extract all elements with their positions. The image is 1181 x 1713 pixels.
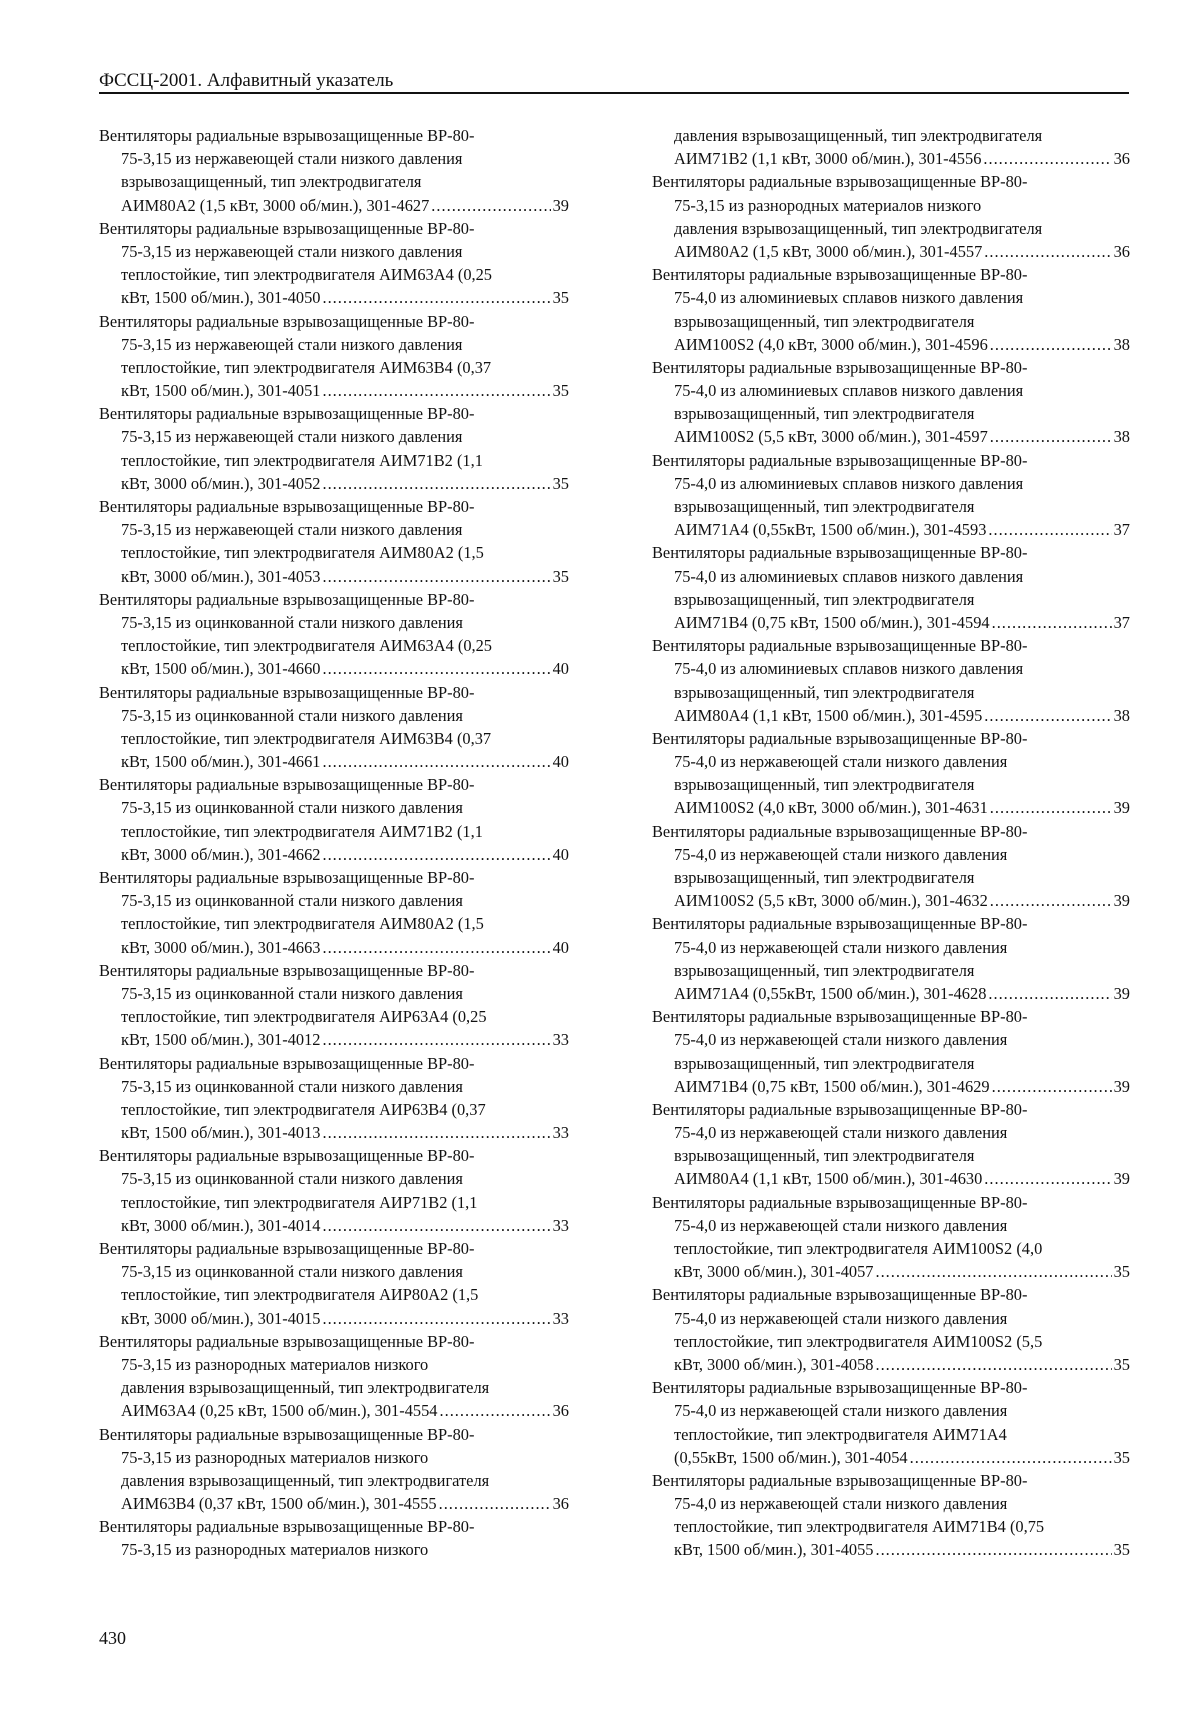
- index-entry: [652, 1469, 1130, 1562]
- index-entry-line: 75-3,15 из разнородных материалов низкого: [121, 1447, 429, 1467]
- index-entry-last-line: [99, 565, 569, 588]
- index-entry-page-ref: 40: [552, 844, 569, 864]
- index-entry-line: (0,55кВт, 1500 об/мин.), 301-4054: [674, 1447, 908, 1467]
- index-entry-line: АИМ80А2 (1,5 кВт, 3000 об/мин.), 301-4627: [121, 195, 430, 215]
- dot-leader: [983, 147, 1111, 170]
- index-entry-line: 75-4,0 из нержавеющей стали низкого давления: [674, 1494, 1008, 1514]
- index-entry-line: кВт, 3000 об/мин.), 301-4058: [674, 1354, 874, 1374]
- index-entry-last-line: [99, 286, 569, 309]
- index-entry: [99, 588, 569, 681]
- index-entry-line: 75-3,15 из оцинкованной стали низкого давления: [121, 891, 463, 911]
- index-entry-last-line: [99, 379, 569, 402]
- index-entry-last-line: [652, 333, 1130, 356]
- index-entry-line: 75-4,0 из алюминиевых сплавов низкого давления: [674, 566, 1024, 586]
- index-entry-line: Вентиляторы радиальные взрывозащищенные ВР-80-: [99, 1517, 475, 1537]
- dot-leader: [875, 1260, 1111, 1283]
- index-entry: [652, 634, 1130, 727]
- index-entry-line: Вентиляторы радиальные взрывозащищенные ВР-80-: [99, 404, 475, 424]
- index-entry-last-line: [99, 1214, 569, 1237]
- index-entry-line: Вентиляторы радиальные взрывозащищенные ВР-80-: [652, 1007, 1028, 1027]
- index-entry: [99, 1144, 569, 1237]
- index-entry: [99, 124, 569, 217]
- index-entry-last-line: [652, 147, 1130, 170]
- index-column-left: [99, 124, 569, 1562]
- index-entry: [99, 1052, 569, 1145]
- index-entry-line: Вентиляторы радиальные взрывозащищенные ВР-80-: [652, 357, 1028, 377]
- index-entry-line: взрывозащищенный, тип электродвигателя: [674, 404, 975, 424]
- index-entry-page-ref: 40: [552, 937, 569, 957]
- index-entry-page-ref: 35: [552, 473, 569, 493]
- index-entry-line: взрывозащищенный, тип электродвигателя: [674, 589, 975, 609]
- index-entry: [99, 1330, 569, 1423]
- index-entry-last-line: [99, 194, 569, 217]
- index-entry-line: теплостойкие, тип электродвигателя АИР71В2 (1,1: [121, 1192, 478, 1212]
- index-entry-page-ref: 38: [1113, 334, 1130, 354]
- index-entry-line: теплостойкие, тип электродвигателя АИМ63А4 (0,25: [121, 636, 492, 656]
- index-entry-line: АИМ100S2 (5,5 кВт, 3000 об/мин.), 301-4632: [674, 891, 988, 911]
- index-entry-page-ref: 35: [552, 566, 569, 586]
- index-entry-line: давления взрывозащищенный, тип электродвигателя: [674, 126, 1043, 145]
- index-entry-line: теплостойкие, тип электродвигателя АИМ100S2 (5,5: [674, 1331, 1043, 1351]
- index-entry-line: кВт, 1500 об/мин.), 301-4661: [121, 752, 321, 772]
- index-entry-line: 75-4,0 из нержавеющей стали низкого давления: [674, 937, 1008, 957]
- index-entry-line: АИМ100S2 (4,0 кВт, 3000 об/мин.), 301-4596: [674, 334, 988, 354]
- index-entry: [652, 356, 1130, 449]
- index-entry: [652, 727, 1130, 820]
- index-entry-line: Вентиляторы радиальные взрывозащищенные ВР-80-: [99, 1053, 475, 1073]
- index-entry-line: Вентиляторы радиальные взрывозащищенные ВР-80-: [652, 1099, 1028, 1119]
- index-entry-line: АИМ71А4 (0,55кВт, 1500 об/мин.), 301-4628: [674, 983, 987, 1003]
- index-entry-line: теплостойкие, тип электродвигателя АИР80А2 (1,5: [121, 1285, 479, 1305]
- index-entry-line: давления взрывозащищенный, тип электродвигателя: [121, 1378, 490, 1398]
- index-entry-last-line: [652, 982, 1130, 1005]
- index-entry-line: 75-4,0 из алюминиевых сплавов низкого давления: [674, 288, 1024, 308]
- index-entry-line: 75-3,15 из разнородных материалов низкого: [674, 195, 982, 215]
- index-entry-line: 75-3,15 из оцинкованной стали низкого давления: [121, 705, 463, 725]
- dot-leader: [322, 1121, 550, 1144]
- index-entry-line: Вентиляторы радиальные взрывозащищенные ВР-80-: [99, 589, 475, 609]
- index-entry-line: АИМ71В2 (1,1 кВт, 3000 об/мин.), 301-4556: [674, 149, 982, 169]
- index-entry-line: 75-4,0 из нержавеющей стали низкого давления: [674, 1215, 1008, 1235]
- index-entry-line: кВт, 1500 об/мин.), 301-4660: [121, 659, 321, 679]
- index-entry-line: Вентиляторы радиальные взрывозащищенные ВР-80-: [99, 218, 475, 238]
- index-entry-last-line: [652, 796, 1130, 819]
- index-entry-line: кВт, 3000 об/мин.), 301-4014: [121, 1215, 321, 1235]
- index-entry-line: АИМ63В4 (0,37 кВт, 1500 об/мин.), 301-4555: [121, 1494, 437, 1514]
- index-entry-line: Вентиляторы радиальные взрывозащищенные ВР-80-: [652, 1470, 1028, 1490]
- index-entry-page-ref: 33: [552, 1030, 569, 1050]
- index-entry-line: 75-4,0 из нержавеющей стали низкого давления: [674, 1030, 1008, 1050]
- dot-leader: [875, 1353, 1111, 1376]
- index-entry: [652, 820, 1130, 913]
- index-entry-line: Вентиляторы радиальные взрывозащищенные ВР-80-: [99, 868, 475, 887]
- index-entry-line: АИМ80А4 (1,1 кВт, 1500 об/мин.), 301-4630: [674, 1169, 983, 1189]
- dot-leader: [990, 425, 1112, 448]
- index-entry: [652, 263, 1130, 356]
- index-entry-last-line: [652, 518, 1130, 541]
- index-entry-last-line: [652, 1446, 1130, 1469]
- index-entry-line: 75-4,0 из нержавеющей стали низкого давления: [674, 752, 1008, 772]
- dot-leader: [322, 286, 550, 309]
- index-entry-line: кВт, 1500 об/мин.), 301-4055: [674, 1540, 874, 1560]
- index-entry-line: Вентиляторы радиальные взрывозащищенные ВР-80-: [652, 1285, 1028, 1305]
- index-entry-page-ref: 35: [552, 288, 569, 308]
- index-entry-line: АИМ100S2 (5,5 кВт, 3000 об/мин.), 301-4597: [674, 427, 988, 447]
- index-entry: [652, 912, 1130, 1005]
- dot-leader: [984, 1167, 1111, 1190]
- index-entry-last-line: [652, 425, 1130, 448]
- index-entry-page-ref: 35: [1113, 1540, 1130, 1560]
- index-entry-line: АИМ63А4 (0,25 кВт, 1500 об/мин.), 301-4554: [121, 1401, 438, 1421]
- index-entry-page-ref: 39: [1113, 798, 1130, 818]
- index-entry-line: теплостойкие, тип электродвигателя АИМ100S2 (4,0: [674, 1239, 1043, 1258]
- index-entry-line: кВт, 3000 об/мин.), 301-4015: [121, 1308, 321, 1328]
- index-entry-last-line: [99, 1121, 569, 1144]
- index-entry-line: теплостойкие, тип электродвигателя АИМ63В4 (0,37: [121, 728, 492, 748]
- index-entry-line: Вентиляторы радиальные взрывозащищенные ВР-80-: [652, 636, 1028, 656]
- index-entry-line: кВт, 3000 об/мин.), 301-4662: [121, 844, 321, 864]
- dot-leader: [322, 657, 550, 680]
- dot-leader: [988, 982, 1111, 1005]
- index-entry-page-ref: 37: [1113, 612, 1130, 632]
- index-entry: [652, 1191, 1130, 1284]
- index-entry-last-line: [99, 1399, 569, 1422]
- dot-leader: [875, 1538, 1111, 1561]
- index-entry-page-ref: 40: [552, 752, 569, 772]
- index-entry: [99, 310, 569, 403]
- index-entry-line: теплостойкие, тип электродвигателя АИМ80А2 (1,5: [121, 543, 484, 563]
- index-entry-line: 75-3,15 из оцинкованной стали низкого давления: [121, 983, 463, 1003]
- index-entry-page-ref: 38: [1113, 705, 1130, 725]
- index-entry-last-line: [652, 1075, 1130, 1098]
- index-entry: [652, 541, 1130, 634]
- index-entry-line: Вентиляторы радиальные взрывозащищенные ВР-80-: [99, 126, 475, 145]
- index-entry-line: Вентиляторы радиальные взрывозащищенные ВР-80-: [99, 1424, 475, 1444]
- dot-leader: [984, 240, 1111, 263]
- index-entry-page-ref: 33: [552, 1215, 569, 1235]
- index-entry-page-ref: 39: [1113, 1169, 1130, 1189]
- index-entry-line: Вентиляторы радиальные взрывозащищенные ВР-80-: [99, 1239, 475, 1258]
- index-entry-line: 75-4,0 из нержавеющей стали низкого давления: [674, 844, 1008, 864]
- index-entry-last-line: [652, 1167, 1130, 1190]
- index-entry-last-line: [652, 1260, 1130, 1283]
- index-entry: [99, 1423, 569, 1516]
- index-entry-line: Вентиляторы радиальные взрывозащищенные ВР-80-: [99, 775, 475, 795]
- index-entry: [99, 1515, 569, 1561]
- index-entry-line: Вентиляторы радиальные взрывозащищенные ВР-80-: [652, 1378, 1028, 1398]
- index-entry-last-line: [99, 936, 569, 959]
- index-entry-line: Вентиляторы радиальные взрывозащищенные ВР-80-: [652, 543, 1028, 563]
- index-entry-line: теплостойкие, тип электродвигателя АИМ63В4 (0,37: [121, 357, 492, 377]
- index-entry-line: теплостойкие, тип электродвигателя АИМ63А4 (0,25: [121, 265, 492, 285]
- index-column-right: [652, 124, 1130, 1562]
- index-entry: [652, 124, 1130, 170]
- index-entry-line: давления взрывозащищенный, тип электродвигателя: [674, 218, 1043, 238]
- index-entry: [99, 959, 569, 1052]
- dot-leader: [990, 333, 1112, 356]
- index-entry-line: 75-3,15 из нержавеющей стали низкого давления: [121, 334, 463, 354]
- dot-leader: [440, 1399, 551, 1422]
- index-entry: [652, 1376, 1130, 1469]
- index-entry-line: 75-3,15 из оцинкованной стали низкого давления: [121, 1169, 463, 1189]
- index-entry-line: 75-3,15 из разнородных материалов низкого: [121, 1540, 429, 1560]
- index-entry-line: теплостойкие, тип электродвигателя АИМ71В4 (0,75: [674, 1517, 1045, 1537]
- index-entry-line: Вентиляторы радиальные взрывозащищенные ВР-80-: [652, 821, 1028, 841]
- index-entry-page-ref: 39: [1113, 891, 1130, 911]
- index-entry-line: кВт, 1500 об/мин.), 301-4051: [121, 381, 321, 401]
- dot-leader: [322, 936, 550, 959]
- index-entry-last-line: [652, 240, 1130, 263]
- index-entry-page-ref: 36: [1113, 241, 1130, 261]
- index-entry-line: Вентиляторы радиальные взрывозащищенные ВР-80-: [652, 1192, 1028, 1212]
- index-entry-line: 75-3,15 из разнородных материалов низкого: [121, 1354, 429, 1374]
- index-entry-page-ref: 39: [1113, 983, 1130, 1003]
- index-entry-page-ref: 35: [552, 381, 569, 401]
- index-entry-page-ref: 40: [552, 659, 569, 679]
- index-entry-line: 75-3,15 из оцинкованной стали низкого давления: [121, 1262, 463, 1282]
- dot-leader: [990, 796, 1112, 819]
- index-entry-line: АИМ71В4 (0,75 кВт, 1500 об/мин.), 301-4629: [674, 1076, 990, 1096]
- index-entry-line: кВт, 1500 об/мин.), 301-4012: [121, 1030, 321, 1050]
- index-entry-line: взрывозащищенный, тип электродвигателя: [121, 172, 422, 192]
- index-entry-line: кВт, 3000 об/мин.), 301-4052: [121, 473, 321, 493]
- index-entry-page-ref: 37: [1113, 520, 1130, 540]
- index-entry: [99, 773, 569, 866]
- dot-leader: [322, 379, 550, 402]
- index-entry-page-ref: 35: [1113, 1354, 1130, 1374]
- index-entry-line: взрывозащищенный, тип электродвигателя: [674, 1146, 975, 1166]
- index-entry-line: Вентиляторы радиальные взрывозащищенные ВР-80-: [99, 682, 475, 702]
- index-entry-line: теплостойкие, тип электродвигателя АИР63В4 (0,37: [121, 1099, 486, 1119]
- index-entry-page-ref: 38: [1113, 427, 1130, 447]
- index-entry-line: кВт, 3000 об/мин.), 301-4057: [674, 1262, 874, 1282]
- index-entry-line: Вентиляторы радиальные взрывозащищенные ВР-80-: [652, 914, 1028, 934]
- index-entry-last-line: [99, 843, 569, 866]
- index-entry-last-line: [99, 1492, 569, 1515]
- index-entry: [99, 495, 569, 588]
- index-entry-line: Вентиляторы радиальные взрывозащищенные ВР-80-: [99, 497, 475, 516]
- index-entry-line: взрывозащищенный, тип электродвигателя: [674, 682, 975, 702]
- index-entry: [652, 1005, 1130, 1098]
- index-entry-line: Вентиляторы радиальные взрывозащищенные ВР-80-: [99, 960, 475, 980]
- index-entry-page-ref: 33: [552, 1308, 569, 1328]
- index-entry-last-line: [99, 472, 569, 495]
- dot-leader: [990, 889, 1112, 912]
- index-entry-line: Вентиляторы радиальные взрывозащищенные ВР-80-: [99, 1331, 475, 1351]
- index-entry-line: Вентиляторы радиальные взрывозащищенные ВР-80-: [99, 311, 475, 331]
- dot-leader: [992, 1075, 1112, 1098]
- dot-leader: [322, 1214, 550, 1237]
- index-entry-line: взрывозащищенный, тип электродвигателя: [674, 960, 975, 980]
- index-entry: [652, 1283, 1130, 1376]
- index-entry: [99, 866, 569, 959]
- index-entry-line: Вентиляторы радиальные взрывозащищенные ВР-80-: [99, 1146, 475, 1166]
- index-entry: [99, 402, 569, 495]
- index-entry-line: Вентиляторы радиальные взрывозащищенные ВР-80-: [652, 728, 1028, 748]
- index-entry-line: взрывозащищенный, тип электродвигателя: [674, 775, 975, 795]
- index-entry-line: 75-4,0 из алюминиевых сплавов низкого давления: [674, 659, 1024, 679]
- index-entry-line: кВт, 1500 об/мин.), 301-4013: [121, 1123, 321, 1143]
- page-number: 430: [99, 1628, 126, 1648]
- dot-leader: [984, 704, 1111, 727]
- index-entry-last-line: [99, 750, 569, 773]
- dot-leader: [322, 843, 550, 866]
- index-entry-line: теплостойкие, тип электродвигателя АИР63А4 (0,25: [121, 1007, 487, 1027]
- index-entry-line: АИМ80А4 (1,1 кВт, 1500 об/мин.), 301-4595: [674, 705, 983, 725]
- index-entry-line: Вентиляторы радиальные взрывозащищенные ВР-80-: [652, 265, 1028, 285]
- index-entry-line: кВт, 1500 об/мин.), 301-4050: [121, 288, 321, 308]
- running-header: ФССЦ-2001. Алфавитный указатель: [99, 70, 394, 91]
- index-entry-line: 75-4,0 из нержавеющей стали низкого давления: [674, 1401, 1008, 1421]
- index-entry-line: 75-3,15 из оцинкованной стали низкого давления: [121, 612, 463, 632]
- index-entry-last-line: [652, 889, 1130, 912]
- dot-leader: [322, 1307, 550, 1330]
- index-entry-page-ref: 39: [552, 195, 569, 215]
- index-entry-page-ref: 36: [552, 1494, 569, 1514]
- index-entry-line: теплостойкие, тип электродвигателя АИМ80А2 (1,5: [121, 914, 484, 934]
- index-entry-last-line: [99, 1307, 569, 1330]
- dot-leader: [439, 1492, 551, 1515]
- index-entry-line: 75-4,0 из алюминиевых сплавов низкого давления: [674, 473, 1024, 493]
- index-entry-line: 75-4,0 из алюминиевых сплавов низкого давления: [674, 381, 1024, 401]
- index-entry-line: теплостойкие, тип электродвигателя АИМ71В2 (1,1: [121, 821, 483, 841]
- index-entry-line: теплостойкие, тип электродвигателя АИМ71В2 (1,1: [121, 450, 483, 470]
- index-entry: [652, 170, 1130, 263]
- index-entry-line: взрывозащищенный, тип электродвигателя: [674, 497, 975, 516]
- index-entry-line: 75-3,15 из нержавеющей стали низкого давления: [121, 520, 463, 540]
- dot-leader: [431, 194, 550, 217]
- index-entry-line: взрывозащищенный, тип электродвигателя: [674, 311, 975, 331]
- index-entry-line: Вентиляторы радиальные взрывозащищенные ВР-80-: [652, 172, 1028, 192]
- index-entry: [652, 1098, 1130, 1191]
- index-entry-line: 75-3,15 из оцинкованной стали низкого давления: [121, 798, 463, 818]
- index-entry-line: 75-4,0 из нержавеющей стали низкого давления: [674, 1308, 1008, 1328]
- index-entry-line: взрывозащищенный, тип электродвигателя: [674, 1053, 975, 1073]
- index-entry-line: АИМ80А2 (1,5 кВт, 3000 об/мин.), 301-4557: [674, 241, 983, 261]
- index-entry-page-ref: 35: [1113, 1262, 1130, 1282]
- header-rule: [99, 92, 1129, 94]
- index-entry-last-line: [99, 1028, 569, 1051]
- index-entry-last-line: [99, 657, 569, 680]
- dot-leader: [322, 565, 550, 588]
- dot-leader: [322, 750, 550, 773]
- index-entry-last-line: [652, 1538, 1130, 1561]
- index-entry-line: кВт, 3000 об/мин.), 301-4053: [121, 566, 321, 586]
- index-entry-line: 75-3,15 из нержавеющей стали низкого давления: [121, 241, 463, 261]
- dot-leader: [910, 1446, 1112, 1469]
- index-entry-line: АИМ100S2 (4,0 кВт, 3000 об/мин.), 301-4631: [674, 798, 988, 818]
- index-entry-line: 75-3,15 из оцинкованной стали низкого давления: [121, 1076, 463, 1096]
- index-entry: [99, 1237, 569, 1330]
- index-entry-last-line: [652, 611, 1130, 634]
- index-entry-line: теплостойкие, тип электродвигателя АИМ71А4: [674, 1424, 1007, 1444]
- index-entry-line: взрывозащищенный, тип электродвигателя: [674, 868, 975, 887]
- index-entry-line: АИМ71А4 (0,55кВт, 1500 об/мин.), 301-4593: [674, 520, 987, 540]
- dot-leader: [988, 518, 1111, 541]
- dot-leader: [322, 472, 550, 495]
- index-entry: [99, 681, 569, 774]
- index-entry: [99, 217, 569, 310]
- index-entry-page-ref: 36: [552, 1401, 569, 1421]
- index-entry-line: давления взрывозащищенный, тип электродвигателя: [121, 1470, 490, 1490]
- index-entry-page-ref: 33: [552, 1123, 569, 1143]
- index-entry-page-ref: 39: [1113, 1076, 1130, 1096]
- dot-leader: [322, 1028, 550, 1051]
- index-entry-page-ref: 35: [1113, 1447, 1130, 1467]
- index-entry-line: АИМ71В4 (0,75 кВт, 1500 об/мин.), 301-4594: [674, 612, 990, 632]
- index-entry-last-line: [652, 704, 1130, 727]
- index-entry-page-ref: 36: [1113, 149, 1130, 169]
- index-entry-line: 75-4,0 из нержавеющей стали низкого давления: [674, 1123, 1008, 1143]
- index-entry-line: кВт, 3000 об/мин.), 301-4663: [121, 937, 321, 957]
- index-entry-line: Вентиляторы радиальные взрывозащищенные ВР-80-: [652, 450, 1028, 470]
- index-entry: [652, 449, 1130, 542]
- index-entry-line: 75-3,15 из нержавеющей стали низкого давления: [121, 427, 463, 447]
- index-entry-last-line: [652, 1353, 1130, 1376]
- index-entry-line: 75-3,15 из нержавеющей стали низкого давления: [121, 149, 463, 169]
- dot-leader: [992, 611, 1112, 634]
